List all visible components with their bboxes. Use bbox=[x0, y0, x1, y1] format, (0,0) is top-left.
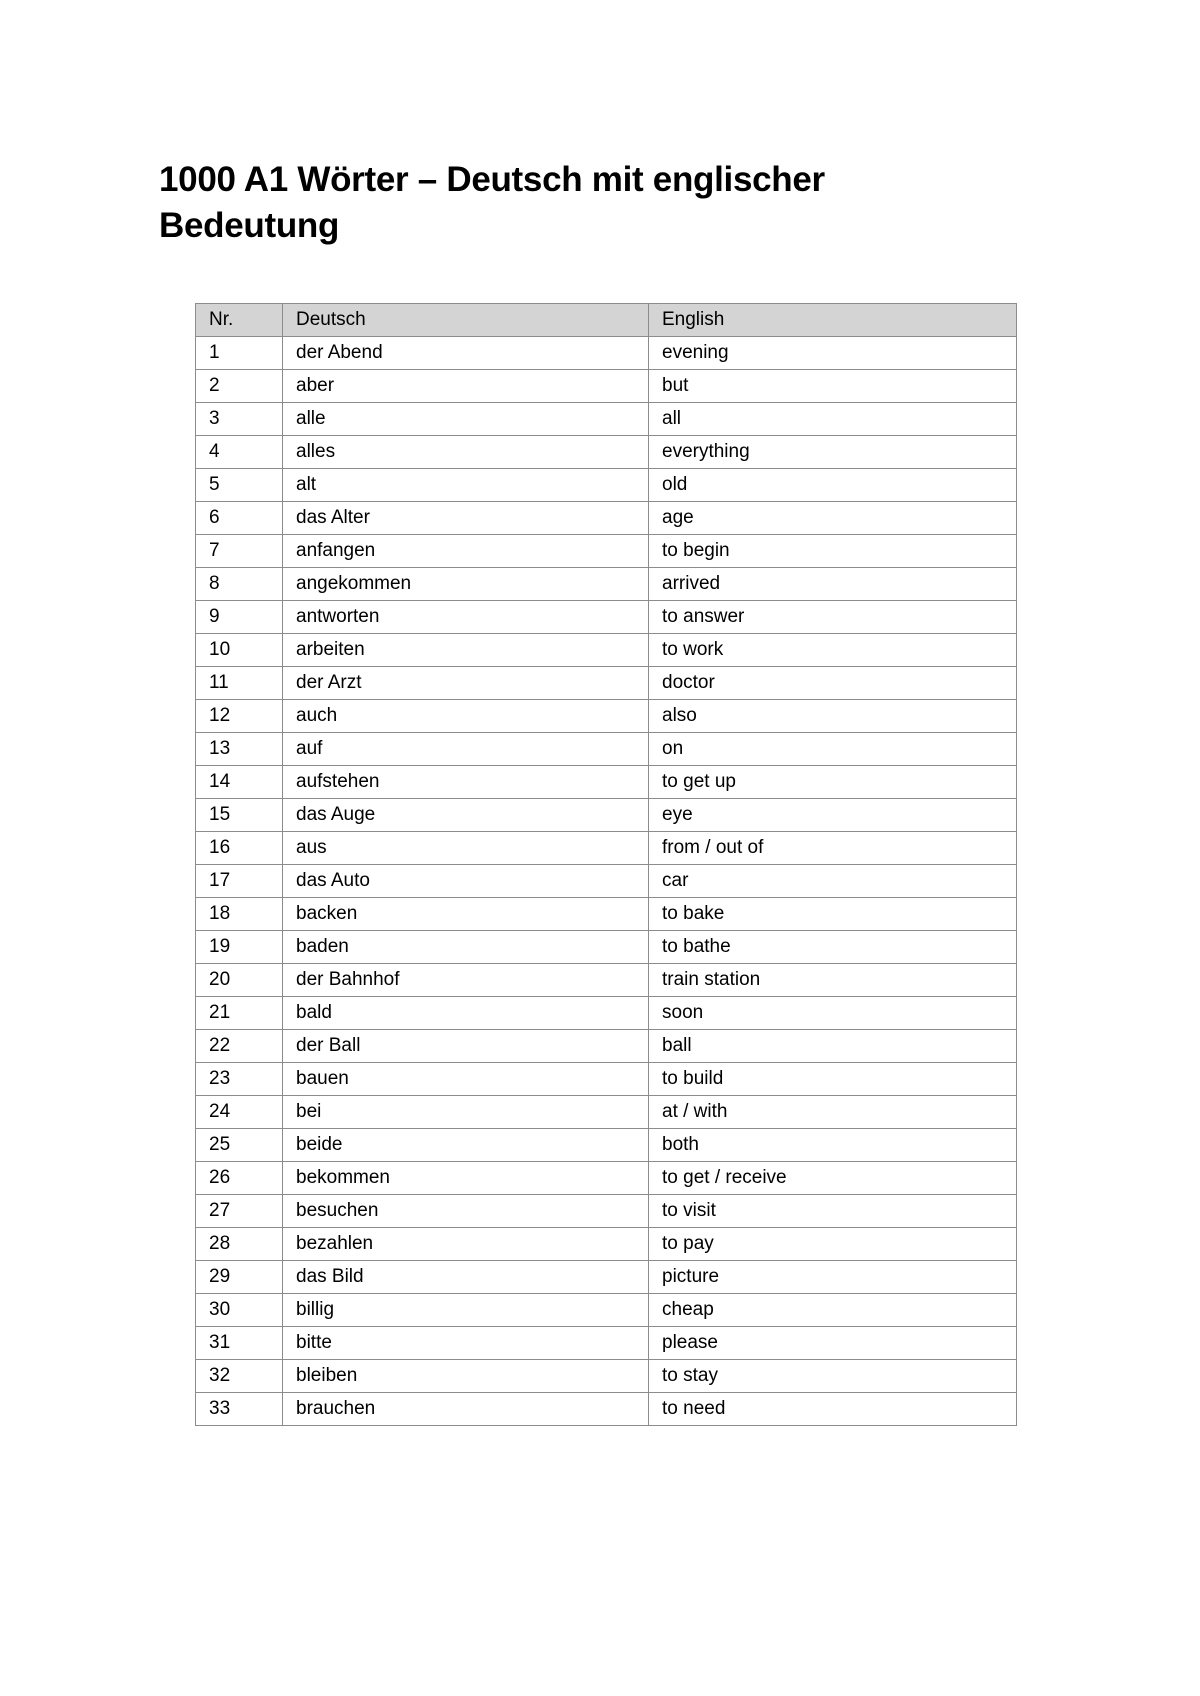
cell-nr: 21 bbox=[196, 997, 283, 1030]
vocabulary-table bbox=[195, 303, 1017, 1426]
cell-deutsch: aber bbox=[283, 370, 649, 403]
cell-nr: 14 bbox=[196, 766, 283, 799]
cell-nr: 13 bbox=[196, 733, 283, 766]
table-row bbox=[196, 1162, 1017, 1195]
cell-english: to stay bbox=[649, 1360, 1017, 1393]
cell-nr: 27 bbox=[196, 1195, 283, 1228]
table-row bbox=[196, 1294, 1017, 1327]
table-row bbox=[196, 898, 1017, 931]
cell-english: to get / receive bbox=[649, 1162, 1017, 1195]
cell-english: to work bbox=[649, 634, 1017, 667]
cell-nr: 30 bbox=[196, 1294, 283, 1327]
table-row bbox=[196, 931, 1017, 964]
cell-nr: 5 bbox=[196, 469, 283, 502]
cell-english: to bake bbox=[649, 898, 1017, 931]
cell-nr: 29 bbox=[196, 1261, 283, 1294]
cell-english: please bbox=[649, 1327, 1017, 1360]
cell-deutsch: bauen bbox=[283, 1063, 649, 1096]
table-row bbox=[196, 1393, 1017, 1426]
cell-nr: 31 bbox=[196, 1327, 283, 1360]
cell-english: both bbox=[649, 1129, 1017, 1162]
cell-english: picture bbox=[649, 1261, 1017, 1294]
cell-deutsch: das Alter bbox=[283, 502, 649, 535]
cell-deutsch: das Bild bbox=[283, 1261, 649, 1294]
cell-english: on bbox=[649, 733, 1017, 766]
cell-deutsch: bei bbox=[283, 1096, 649, 1129]
table-row bbox=[196, 1030, 1017, 1063]
cell-deutsch: bald bbox=[283, 997, 649, 1030]
cell-deutsch: beide bbox=[283, 1129, 649, 1162]
table-header bbox=[196, 304, 1017, 337]
cell-nr: 15 bbox=[196, 799, 283, 832]
cell-deutsch: der Ball bbox=[283, 1030, 649, 1063]
cell-nr: 32 bbox=[196, 1360, 283, 1393]
cell-english: cheap bbox=[649, 1294, 1017, 1327]
table-row bbox=[196, 502, 1017, 535]
table-row bbox=[196, 370, 1017, 403]
table-row bbox=[196, 1228, 1017, 1261]
cell-deutsch: auch bbox=[283, 700, 649, 733]
cell-nr: 9 bbox=[196, 601, 283, 634]
cell-nr: 7 bbox=[196, 535, 283, 568]
cell-nr: 4 bbox=[196, 436, 283, 469]
cell-english: to need bbox=[649, 1393, 1017, 1426]
cell-nr: 18 bbox=[196, 898, 283, 931]
cell-nr: 20 bbox=[196, 964, 283, 997]
cell-deutsch: besuchen bbox=[283, 1195, 649, 1228]
cell-deutsch: bekommen bbox=[283, 1162, 649, 1195]
table-row bbox=[196, 568, 1017, 601]
cell-deutsch: aus bbox=[283, 832, 649, 865]
cell-nr: 17 bbox=[196, 865, 283, 898]
cell-nr: 28 bbox=[196, 1228, 283, 1261]
cell-english: everything bbox=[649, 436, 1017, 469]
table-row bbox=[196, 964, 1017, 997]
cell-english: to get up bbox=[649, 766, 1017, 799]
cell-nr: 10 bbox=[196, 634, 283, 667]
cell-nr: 25 bbox=[196, 1129, 283, 1162]
cell-english: car bbox=[649, 865, 1017, 898]
cell-deutsch: billig bbox=[283, 1294, 649, 1327]
cell-nr: 22 bbox=[196, 1030, 283, 1063]
cell-english: age bbox=[649, 502, 1017, 535]
table-row bbox=[196, 997, 1017, 1030]
table-row bbox=[196, 865, 1017, 898]
table-row bbox=[196, 634, 1017, 667]
cell-deutsch: baden bbox=[283, 931, 649, 964]
cell-nr: 11 bbox=[196, 667, 283, 700]
cell-nr: 12 bbox=[196, 700, 283, 733]
cell-english: eye bbox=[649, 799, 1017, 832]
cell-english: also bbox=[649, 700, 1017, 733]
cell-deutsch: antworten bbox=[283, 601, 649, 634]
table-row bbox=[196, 1096, 1017, 1129]
header-deutsch: Deutsch bbox=[283, 304, 649, 337]
cell-nr: 19 bbox=[196, 931, 283, 964]
table-body bbox=[196, 337, 1017, 1426]
cell-deutsch: brauchen bbox=[283, 1393, 649, 1426]
cell-nr: 8 bbox=[196, 568, 283, 601]
cell-english: to visit bbox=[649, 1195, 1017, 1228]
cell-english: to pay bbox=[649, 1228, 1017, 1261]
page-title: 1000 A1 Wörter – Deutsch mit englischer Bedeutung bbox=[159, 160, 825, 245]
cell-deutsch: bleiben bbox=[283, 1360, 649, 1393]
table-row bbox=[196, 337, 1017, 370]
table-row bbox=[196, 799, 1017, 832]
cell-english: but bbox=[649, 370, 1017, 403]
table-row bbox=[196, 1129, 1017, 1162]
table-row bbox=[196, 1360, 1017, 1393]
cell-nr: 2 bbox=[196, 370, 283, 403]
header-english: English bbox=[649, 304, 1017, 337]
cell-nr: 24 bbox=[196, 1096, 283, 1129]
cell-english: ball bbox=[649, 1030, 1017, 1063]
cell-english: to answer bbox=[649, 601, 1017, 634]
cell-english: old bbox=[649, 469, 1017, 502]
cell-deutsch: alle bbox=[283, 403, 649, 436]
cell-deutsch: der Arzt bbox=[283, 667, 649, 700]
cell-nr: 3 bbox=[196, 403, 283, 436]
table-row bbox=[196, 1195, 1017, 1228]
table-row bbox=[196, 403, 1017, 436]
cell-english: from / out of bbox=[649, 832, 1017, 865]
table-row bbox=[196, 667, 1017, 700]
cell-english: to bathe bbox=[649, 931, 1017, 964]
cell-deutsch: alles bbox=[283, 436, 649, 469]
cell-deutsch: bitte bbox=[283, 1327, 649, 1360]
cell-deutsch: alt bbox=[283, 469, 649, 502]
table-row bbox=[196, 535, 1017, 568]
cell-english: train station bbox=[649, 964, 1017, 997]
cell-nr: 26 bbox=[196, 1162, 283, 1195]
table-row bbox=[196, 766, 1017, 799]
table-row bbox=[196, 1327, 1017, 1360]
cell-english: to build bbox=[649, 1063, 1017, 1096]
cell-english: to begin bbox=[649, 535, 1017, 568]
cell-deutsch: auf bbox=[283, 733, 649, 766]
cell-deutsch: arbeiten bbox=[283, 634, 649, 667]
cell-nr: 16 bbox=[196, 832, 283, 865]
cell-english: evening bbox=[649, 337, 1017, 370]
table-row bbox=[196, 436, 1017, 469]
cell-english: doctor bbox=[649, 667, 1017, 700]
cell-nr: 1 bbox=[196, 337, 283, 370]
cell-deutsch: das Auge bbox=[283, 799, 649, 832]
table-row bbox=[196, 469, 1017, 502]
cell-deutsch: aufstehen bbox=[283, 766, 649, 799]
cell-english: soon bbox=[649, 997, 1017, 1030]
cell-deutsch: bezahlen bbox=[283, 1228, 649, 1261]
cell-english: all bbox=[649, 403, 1017, 436]
cell-nr: 6 bbox=[196, 502, 283, 535]
table-row bbox=[196, 733, 1017, 766]
cell-nr: 33 bbox=[196, 1393, 283, 1426]
cell-deutsch: angekommen bbox=[283, 568, 649, 601]
table-row bbox=[196, 1063, 1017, 1096]
cell-deutsch: der Abend bbox=[283, 337, 649, 370]
cell-english: at / with bbox=[649, 1096, 1017, 1129]
cell-deutsch: anfangen bbox=[283, 535, 649, 568]
table-row bbox=[196, 601, 1017, 634]
table-row bbox=[196, 1261, 1017, 1294]
header-row bbox=[196, 304, 1017, 337]
header-nr: Nr. bbox=[196, 304, 283, 337]
table-row bbox=[196, 700, 1017, 733]
cell-deutsch: der Bahnhof bbox=[283, 964, 649, 997]
cell-nr: 23 bbox=[196, 1063, 283, 1096]
table-row bbox=[196, 832, 1017, 865]
cell-deutsch: backen bbox=[283, 898, 649, 931]
cell-english: arrived bbox=[649, 568, 1017, 601]
cell-deutsch: das Auto bbox=[283, 865, 649, 898]
